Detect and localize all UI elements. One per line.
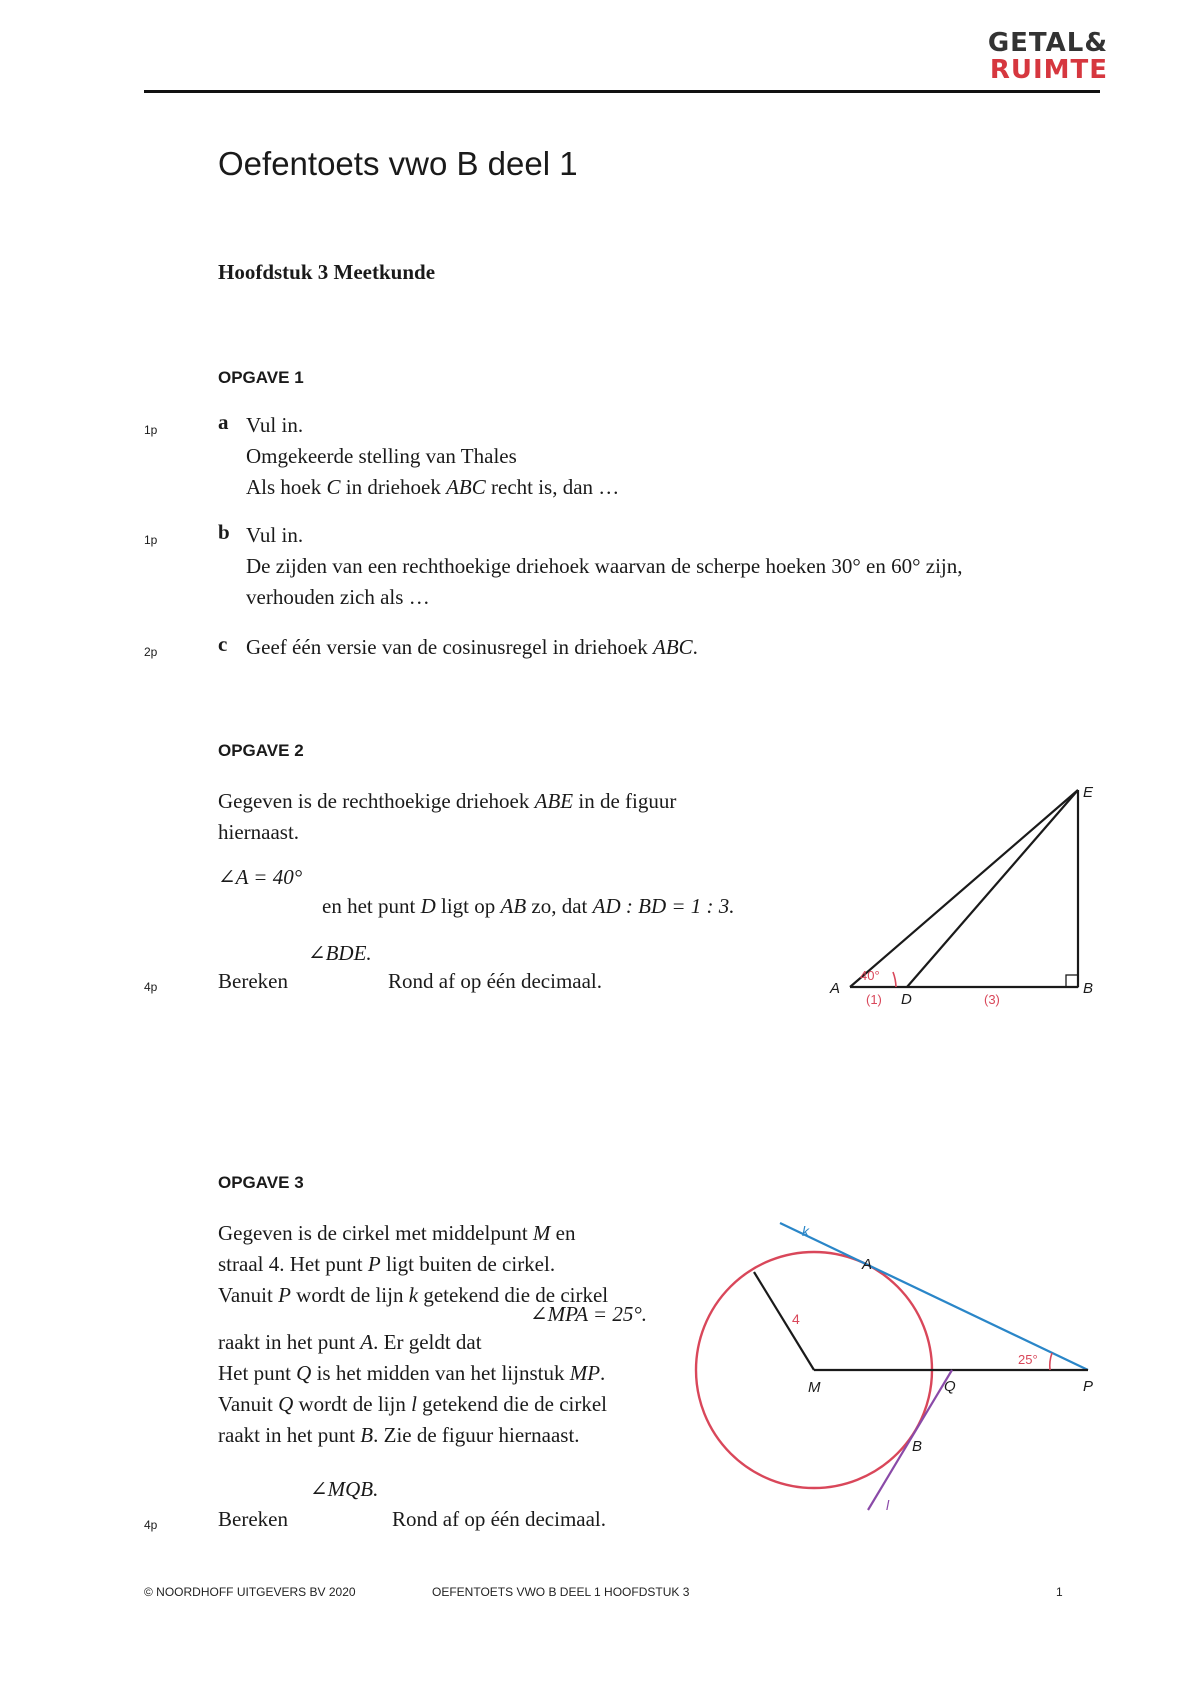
label-radius-4: 4 bbox=[792, 1311, 800, 1327]
opgave-3-text-2: raakt in het punt A. Er geldt dat Het punt Q is het midden van het lijnstuk MP. Vanuit Q wordt de lijn l getekend die de cirkel raakt in het punt B. Zie de figuur hiernaast. bbox=[218, 1330, 607, 1447]
opgave-3-angle-formula: ∠MPA = 25°. bbox=[530, 1302, 647, 1326]
opgave-3-heading: OPGAVE 3 bbox=[218, 1173, 304, 1192]
label-k: k bbox=[802, 1223, 809, 1239]
opgave-2-intro: Gegeven is de rechthoekige driehoek ABE in de figuur hiernaast. bbox=[218, 789, 677, 844]
part-label-3: (3) bbox=[984, 992, 1000, 1007]
page-title: Oefentoets vwo B deel 1 bbox=[218, 145, 578, 182]
opgave-1c-letter: c bbox=[218, 632, 228, 656]
angle-arc-p bbox=[1050, 1353, 1052, 1370]
side-ae bbox=[850, 790, 1078, 987]
label-b: B bbox=[912, 1438, 923, 1455]
opgave-1b-line-2: De zijden van een rechthoekige driehoek waarvan de scherpe hoeken 30° en 60° zijn, bbox=[246, 554, 963, 578]
opgave-1a-text bbox=[246, 410, 619, 503]
opgave-1a-line-1: Vul in. bbox=[246, 413, 304, 437]
opgave-3-figure bbox=[690, 1210, 1110, 1515]
logo-line-2: RUIMTE bbox=[989, 55, 1108, 85]
angle-label-40: 40° bbox=[860, 968, 880, 983]
opgave-1b-letter: b bbox=[218, 520, 230, 544]
opgave-2-figure bbox=[820, 780, 1110, 1020]
chapter-heading: Hoofdstuk 3 Meetkunde bbox=[218, 260, 436, 284]
tangent-line-k bbox=[780, 1223, 1088, 1370]
label-b: B bbox=[1083, 980, 1094, 997]
footer-page-number: 1 bbox=[1056, 1585, 1063, 1599]
opgave-1c-text: Geef één versie van de cosinusregel in driehoek ABC. bbox=[246, 635, 698, 659]
brand-logo bbox=[988, 30, 1108, 84]
opgave-1a-line-2: Omgekeerde stelling van Thales bbox=[246, 444, 517, 468]
angle-arc-a bbox=[893, 972, 896, 987]
segment-de bbox=[907, 790, 1078, 987]
label-d: D bbox=[901, 991, 912, 1008]
opgave-2-round: Rond af op één decimaal. bbox=[388, 969, 602, 993]
opgave-2-points: 4p bbox=[144, 980, 158, 994]
label-e: E bbox=[1083, 784, 1094, 801]
label-a: A bbox=[862, 1256, 873, 1273]
header-rule bbox=[144, 90, 1100, 93]
opgave-1a-letter: a bbox=[218, 410, 229, 434]
opgave-1b-points: 1p bbox=[144, 533, 158, 547]
opgave-2-condition: en het punt D ligt op AB zo, dat AD : BD = 1 : 3. bbox=[322, 894, 735, 918]
right-angle-marker bbox=[1066, 975, 1078, 987]
opgave-1b-line-3: verhouden zich als … bbox=[246, 585, 430, 609]
label-q: Q bbox=[944, 1378, 956, 1395]
opgave-3-task: Bereken bbox=[218, 1507, 288, 1531]
label-a: A bbox=[830, 980, 841, 997]
part-label-1: (1) bbox=[866, 992, 882, 1007]
opgave-2-task: Bereken bbox=[218, 969, 288, 993]
label-l: l bbox=[886, 1497, 890, 1513]
label-m: M bbox=[808, 1379, 821, 1396]
radius-ma bbox=[754, 1272, 814, 1370]
opgave-1a-points: 1p bbox=[144, 423, 158, 437]
opgave-2-heading: OPGAVE 2 bbox=[218, 741, 304, 760]
opgave-3-text: Gegeven is de cirkel met middelpunt M en straal 4. Het punt P ligt buiten de cirkel. Vanuit P wordt de lijn k getekend die de cirkel bbox=[218, 1221, 609, 1307]
footer-copyright: © NOORDHOFF UITGEVERS BV 2020 bbox=[144, 1585, 356, 1599]
opgave-2-target-formula: ∠BDE. bbox=[308, 941, 372, 965]
opgave-1b-line-1: Vul in. bbox=[246, 523, 304, 547]
opgave-3-points: 4p bbox=[144, 1518, 158, 1532]
opgave-1b-text bbox=[246, 520, 963, 613]
tangent-line-l bbox=[868, 1370, 952, 1510]
opgave-1-heading: OPGAVE 1 bbox=[218, 368, 304, 387]
footer-document-title: OEFENTOETS VWO B DEEL 1 HOOFDSTUK 3 bbox=[432, 1585, 690, 1599]
opgave-1a-line-3: Als hoek C in driehoek ABC recht is, dan … bbox=[246, 475, 620, 499]
angle-label-25: 25° bbox=[1018, 1352, 1038, 1367]
label-p: P bbox=[1083, 1378, 1094, 1395]
opgave-1c-points: 2p bbox=[144, 645, 158, 659]
logo-line-1: GETAL& bbox=[987, 28, 1108, 58]
opgave-2-angle-formula: ∠A = 40° bbox=[218, 865, 303, 889]
opgave-3-target-formula: ∠MQB. bbox=[310, 1477, 379, 1501]
opgave-3-round: Rond af op één decimaal. bbox=[392, 1507, 606, 1531]
